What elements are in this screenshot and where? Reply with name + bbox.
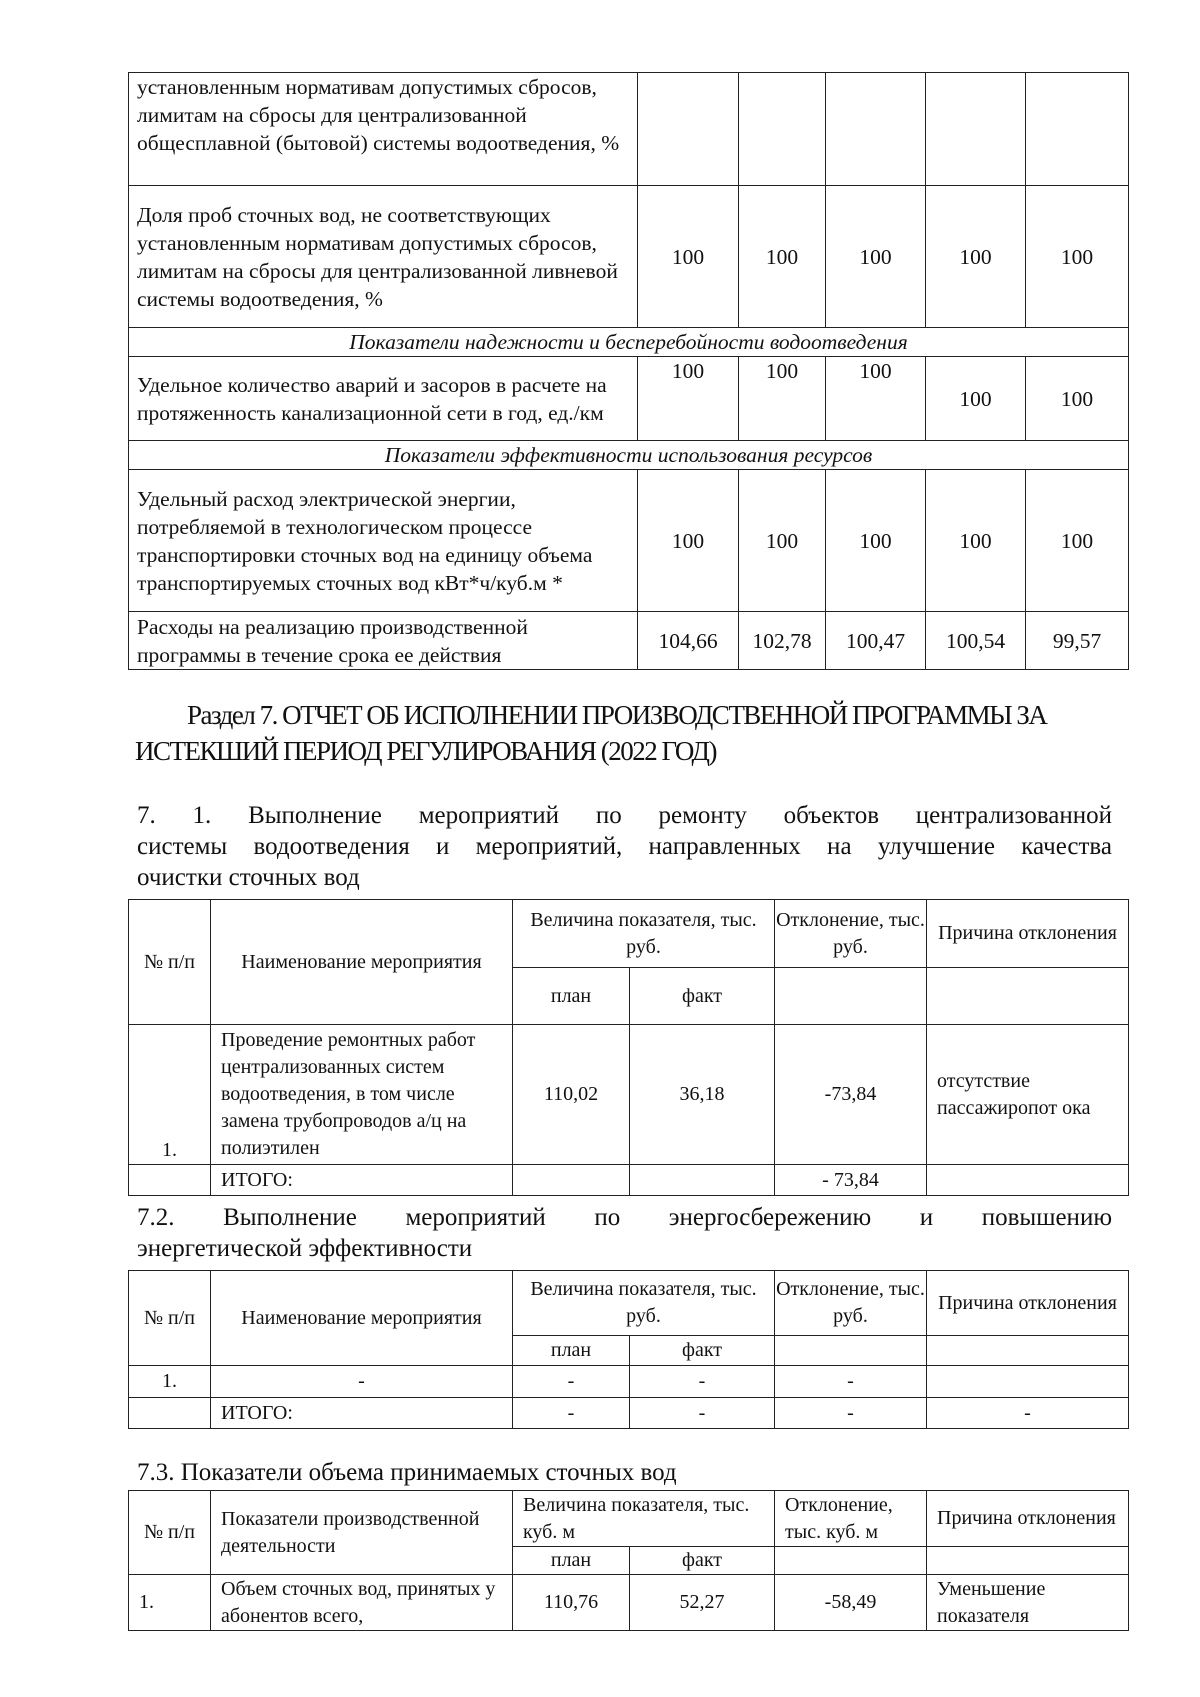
measure-name: Проведение ремонтных работ централизованных систем водоотведения, в том числе замена трубопроводов а/ц на полиэтилен	[211, 1025, 513, 1165]
fact-value: 36,18	[630, 1025, 775, 1165]
row-num: 1.	[129, 1575, 211, 1631]
energy-saving-table	[128, 1270, 1129, 1429]
col-header-deviation: Отклонение, тыс. руб.	[775, 1271, 927, 1336]
table-row	[129, 357, 1129, 441]
col-header-name: Наименование мероприятия	[211, 900, 513, 1025]
table-row	[129, 1575, 1129, 1631]
value-cell: 100	[926, 357, 1026, 441]
table-row	[129, 1366, 1129, 1398]
value-cell: 100	[739, 186, 826, 328]
col-header-plan: план	[513, 968, 630, 1025]
table-row	[129, 1025, 1129, 1165]
col-header-deviation: Отклонение, тыс. руб.	[775, 900, 927, 968]
section-heading: Показатели эффективности использования ресурсов	[129, 441, 1129, 470]
indicator-label: Удельный расход электрической энергии, потребляемой в технологическом процессе транспортировки сточных вод на единицу объема транспортируемых сточных вод кВт*ч/куб.м *	[129, 470, 638, 612]
total-label: ИТОГО:	[211, 1165, 513, 1196]
col-header-deviation: Отклонение, тыс. куб. м	[775, 1491, 927, 1547]
value-cell: 100	[739, 357, 826, 441]
indicator-name: Объем сточных вод, принятых у абонентов всего,	[211, 1575, 513, 1631]
table-row	[129, 470, 1129, 612]
section-row	[129, 328, 1129, 357]
total-reason: -	[927, 1398, 1129, 1429]
value-cell: 100,47	[826, 612, 926, 670]
subsection-7-3-title: 7.3. Показатели объема принимаемых сточных вод	[137, 1459, 677, 1486]
value-cell: 100	[1026, 470, 1129, 612]
value-cell: 100	[926, 186, 1026, 328]
section-row	[129, 441, 1129, 470]
total-row	[129, 1398, 1129, 1429]
total-plan: -	[513, 1398, 630, 1429]
fact-value: 52,27	[630, 1575, 775, 1631]
total-row	[129, 1165, 1129, 1196]
subsection-7-2-title: 7.2. Выполнение мероприятий по энергосбережению и повышению энергетической эффективности	[137, 1204, 1112, 1262]
col-header-name: Наименование мероприятия	[211, 1271, 513, 1366]
plan-value: -	[513, 1366, 630, 1398]
table-header-row	[129, 1491, 1129, 1547]
col-header-value: Величина показателя, тыс. руб.	[513, 1271, 775, 1336]
subsection-7-1-title: 7. 1. Выполнение мероприятий по ремонту объектов централизованной системы водоотведения и мероприятий, направленных на улучшение качества очистки сточных вод	[137, 802, 1112, 891]
plan-value: 110,76	[513, 1575, 630, 1631]
value-cell: 100	[1026, 186, 1129, 328]
total-deviation: -	[775, 1398, 927, 1429]
table-row	[129, 612, 1129, 670]
col-header-num: № п/п	[129, 900, 211, 1025]
indicators-table	[128, 72, 1129, 670]
table-header-row	[129, 1271, 1129, 1336]
indicator-label: Доля проб сточных вод, не соответствующих установленным нормативам допустимых сбросов, лимитам на сбросы для централизованной ливневой системы водоотведения, %	[129, 186, 638, 328]
section-7-title: Раздел 7. ОТЧЕТ ОБ ИСПОЛНЕНИИ ПРОИЗВОДСТВЕННОЙ ПРОГРАММЫ ЗА ИСТЕКШИЙ ПЕРИОД РЕГУЛИРОВАНИЯ (2022 ГОД)	[135, 700, 1047, 766]
table-row	[129, 186, 1129, 328]
value-cell: 100	[826, 470, 926, 612]
col-header-plan: план	[513, 1336, 630, 1366]
value-cell: 100	[638, 186, 739, 328]
wastewater-volume-table	[128, 1490, 1129, 1631]
deviation-value: -58,49	[775, 1575, 927, 1631]
value-cell: 100	[926, 470, 1026, 612]
value-cell: 102,78	[739, 612, 826, 670]
value-cell: 100,54	[926, 612, 1026, 670]
indicator-label: Удельное количество аварий и засоров в расчете на протяженность канализационной сети в год, ед./км	[129, 357, 638, 441]
plan-value: 110,02	[513, 1025, 630, 1165]
row-num: 1.	[129, 1025, 211, 1165]
col-header-name: Показатели производственной деятельности	[211, 1491, 513, 1575]
col-header-fact: факт	[630, 968, 775, 1025]
repair-measures-table	[128, 899, 1129, 1196]
value-cell: 104,66	[638, 612, 739, 670]
col-header-fact: факт	[630, 1336, 775, 1366]
value-cell: 100	[739, 470, 826, 612]
value-cell: 100	[826, 357, 926, 441]
total-fact: -	[630, 1398, 775, 1429]
indicator-label: Расходы на реализацию производственной программы в течение срока ее действия	[129, 612, 638, 670]
table-row	[129, 73, 1129, 186]
deviation-reason: отсутствие пассажиропот ока	[927, 1025, 1129, 1165]
row-num: 1.	[129, 1366, 211, 1398]
total-deviation: - 73,84	[775, 1165, 927, 1196]
deviation-value: -	[775, 1366, 927, 1398]
col-header-num: № п/п	[129, 1271, 211, 1366]
col-header-value: Величина показателя, тыс. куб. м	[513, 1491, 775, 1547]
total-label: ИТОГО:	[211, 1398, 513, 1429]
table-header-row	[129, 900, 1129, 968]
col-header-num: № п/п	[129, 1491, 211, 1575]
deviation-reason: Уменьшение показателя	[927, 1575, 1129, 1631]
deviation-value: -73,84	[775, 1025, 927, 1165]
measure-name: -	[211, 1366, 513, 1398]
col-header-reason: Причина отклонения	[927, 900, 1129, 968]
col-header-plan: план	[513, 1547, 630, 1575]
col-header-reason: Причина отклонения	[927, 1491, 1129, 1547]
section-heading: Показатели надежности и бесперебойности водоотведения	[129, 328, 1129, 357]
value-cell: 99,57	[1026, 612, 1129, 670]
value-cell: 100	[1026, 357, 1129, 441]
value-cell: 100	[826, 186, 926, 328]
col-header-value: Величина показателя, тыс. руб.	[513, 900, 775, 968]
fact-value: -	[630, 1366, 775, 1398]
col-header-reason: Причина отклонения	[927, 1271, 1129, 1336]
indicator-label: установленным нормативам допустимых сбросов, лимитам на сбросы для централизованной общесплавной (бытовой) системы водоотведения, %	[129, 73, 638, 186]
value-cell: 100	[638, 357, 739, 441]
col-header-fact: факт	[630, 1547, 775, 1575]
value-cell: 100	[638, 470, 739, 612]
